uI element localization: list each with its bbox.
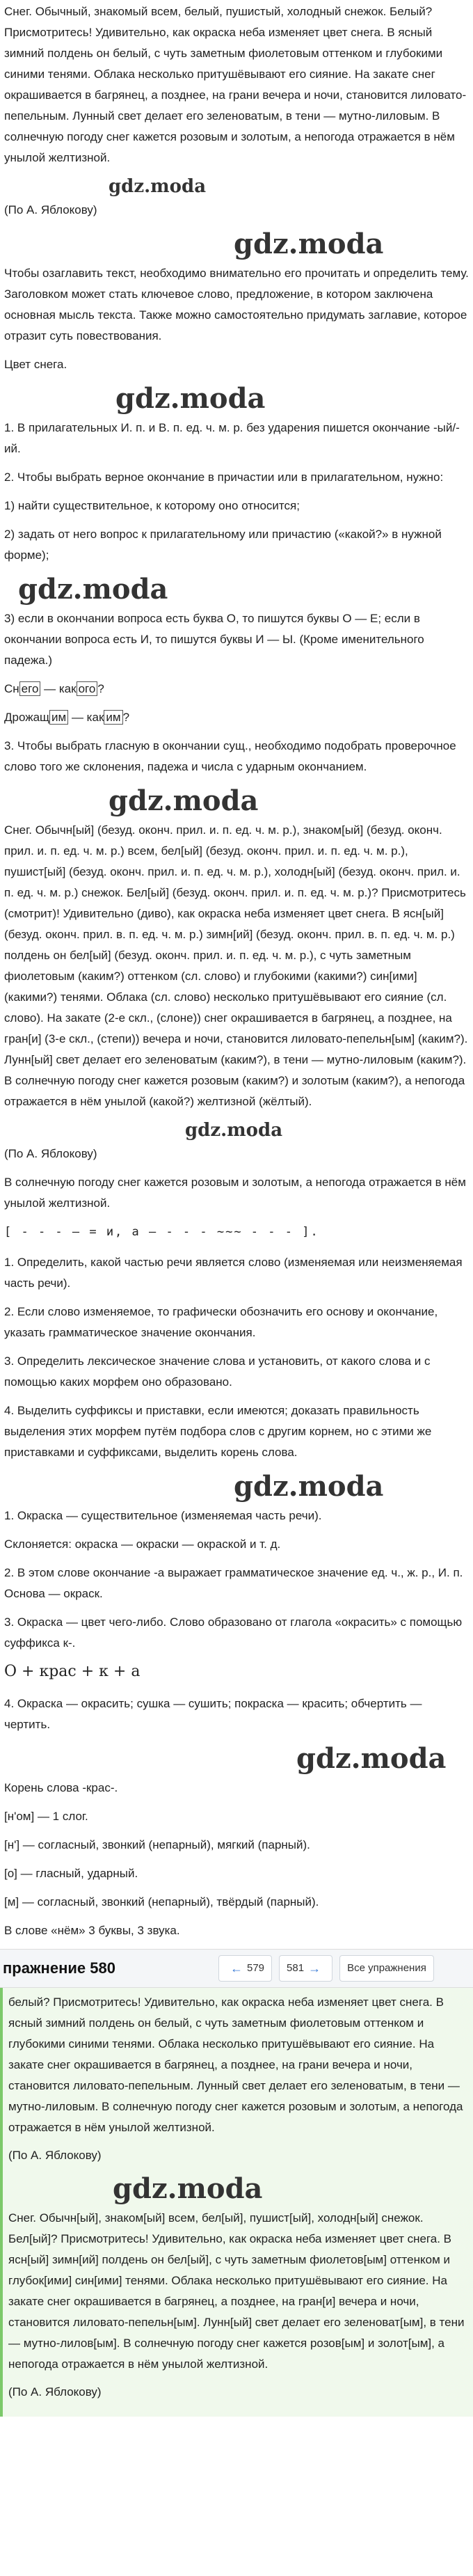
phonetic-summary: В слове «нём» 3 буквы, 3 звука. bbox=[4, 1924, 180, 1937]
all-exercises-button[interactable] bbox=[339, 1955, 434, 1982]
watermark: gdz.moda bbox=[296, 1742, 447, 1775]
prev-exercise-button[interactable] bbox=[218, 1955, 272, 1982]
example-2-mark: ? bbox=[122, 711, 130, 724]
phonetic-n: [н'] — согласный, звонкий (непарный), мягкий (парный). bbox=[4, 1838, 310, 1851]
title-answer: Цвет снега. bbox=[4, 358, 67, 371]
morph-answer-2: 2. В этом слове окончание -а выражает грамматическое значение ед. ч., ж. р., И. п. Основа — окраск. bbox=[4, 1566, 463, 1600]
morph-answer-3: 3. Окраска — цвет чего-либо. Слово образовано от глагола «окрасить» с помощью суффикса к-. bbox=[4, 1615, 463, 1650]
example-1-question: — как bbox=[40, 682, 77, 695]
rule-2-step-2: 2) задать от него вопрос к прилагательному или причастию («какой?» в нужной форме); bbox=[4, 528, 442, 562]
rule-2-step-3: 3) если в окончании вопроса есть буква О, то пишутся буквы О — Е; если в окончании вопроса есть И, то пишутся буквы И — Ы. (Кроме именительного падежа.) bbox=[4, 612, 424, 667]
all-exercises-label: Все упражнения bbox=[347, 1962, 426, 1974]
morph-answer-1: 1. Окраска — существительное (изменяемая часть речи). bbox=[4, 1509, 322, 1522]
watermark: gdz.moda bbox=[185, 1120, 283, 1141]
rule-1: 1. В прилагательных И. п. и В. п. ед. ч. м. р. без ударения пишется окончание -ый/-ий. bbox=[4, 421, 460, 455]
source-text: Снег. Обычный, знакомый всем, белый, пушистый, холодный снежок. Белый? Присмотритесь! Удивительно, как окраска неба изменяет цвет снега. В ясный зимний полдень он белый, с чуть заметным фиолетовым оттенком и глубокими синими тенями. Облака несколько притушёвывают его сияние. На закате снег окрашивается в багрянец, а позднее, на грани вечера и ночи, становится лиловато-пепельным. Лунный свет делает его зеленоватым, в тени — мутно-лиловым. В солнечную погоду снег кажется розовым и золотым, а непогода отражается в нём унылой желтизной. bbox=[4, 5, 467, 164]
annotated-author: (По А. Яблокову) bbox=[4, 1147, 97, 1160]
example-2-word: Дрожащ bbox=[4, 711, 50, 724]
watermark: gdz.moda bbox=[18, 573, 168, 606]
next-exercise-label: 581 bbox=[287, 1962, 305, 1974]
example-1 bbox=[4, 679, 469, 700]
answer-annotated-text: Снег. Обычн[ый], знаком[ый] всем, бел[ый], пушист[ый], холодн[ый] снежок. Бел[ый]? Присмотритесь! Удивительно, как окраска неба изменяет цвет снега. В ясн[ый] зимн[ий] полдень он бел[ый], с чуть заметным фиолетов[ым] оттенком и глубок[ими] син[ими] тенями. Облака несколько притушёвывают его сияние. На закате снег окрашивается в багрянец, а позднее, на гран[и] вечера и ночи, становится лиловато-пепельн[ым]. Лунн[ый] свет делает его зеленоват[ым], в тени — мутно-лилов[ым]. В солнечную погоду снег кажется розов[ым] и золот[ым], а непогода отражается в нём унылой желтизной. bbox=[8, 2211, 465, 2371]
morph-step-4: 4. Выделить суффиксы и приставки, если имеются; доказать правильность выделения этих морфем путём подбора слов с другим корнем, но с этими же приставками и суффиксами, выделить корень слова. bbox=[4, 1404, 432, 1459]
annotated-text: Снег. Обычн[ый] (безуд. оконч. прил. и. п. ед. ч. м. р.), знаком[ый] (безуд. оконч. прил. и. п. ед. ч. м. р.) всем, бел[ый] (безуд. оконч. прил. и. п. ед. ч. м. р.), пушист[ый] (безуд. оконч. прил. и. п. ед. ч. м. р.), холодн[ый] (безуд. оконч. прил. и. п. ед. ч. м. р.) снежок. Бел[ый] (безуд. оконч. прил. и. п. ед. ч. м. р.)? Присмотритесь (смотрит)! Удивительно (диво), как окраска неба изменяет цвет снега. В ясн[ый] (безуд. оконч. прил. в. п. ед. ч. м. р.) зимн[ий] (безуд. оконч. прил. в. п. ед. ч. м. р.) полдень он бел[ый] (безуд. оконч. прил. и. п. ед. ч. м. р.), с чуть заметным фиолетовым (каким?) оттенком (сл. слово) и глубокими (какими?) син[ими] (какими?) тенями. Облака (сл. слово) несколько притушёвывают его сияние (сл. слово). На закате (2-е скл., (слоне)) снег окрашивается в багрянец, а позднее, на гран[и] (3-е скл., (степи)) вечера и ночи, становится лиловато-пепельн[ым] (каким?). Лунн[ый] свет делает его зеленоватым (каким?), в тени — мутно-лиловым (каким?). В солнечную погоду снег кажется розовым (каким?) и золотым (каким?), а непогода отражается в нём унылой (какой?) желтизной (жёлтый). bbox=[4, 823, 468, 1108]
phonetic-m: [м] — согласный, звонкий (непарный), твёрдый (парный). bbox=[4, 1895, 319, 1909]
watermark: gdz.moda bbox=[113, 2172, 263, 2205]
arrow-right-icon: → bbox=[308, 1961, 321, 1975]
watermark: gdz.moda bbox=[234, 228, 384, 260]
example-1-question-ending: ого bbox=[77, 681, 98, 696]
exercise-nav-title: пражнение 580 bbox=[3, 1959, 115, 1977]
prev-exercise-label: 579 bbox=[247, 1962, 265, 1974]
rule-2-step-1: 1) найти существительное, к которому оно относится; bbox=[4, 499, 300, 512]
answer-author-2: (По А. Яблокову) bbox=[8, 2385, 102, 2399]
next-exercise-button[interactable] bbox=[279, 1955, 332, 1982]
morph-answer-declension: Склоняется: окраска — окраски — окраской и т. д. bbox=[4, 1538, 281, 1551]
morpheme-formula: О + крас + к + а bbox=[4, 1663, 141, 1680]
morph-step-1: 1. Определить, какой частью речи является слово (изменяемая или неизменяемая часть речи). bbox=[4, 1256, 463, 1290]
rule-3: 3. Чтобы выбрать гласную в окончании сущ., необходимо подобрать проверочное слово того же склонения, падежа и числа с ударным окончанием. bbox=[4, 739, 456, 773]
watermark: gdz.moda bbox=[234, 1470, 384, 1503]
example-2-question-ending: им bbox=[104, 710, 122, 725]
answer-block bbox=[0, 1988, 473, 2417]
example-2-question: — как bbox=[68, 711, 104, 724]
example-1-word: Сн bbox=[4, 682, 19, 695]
watermark: gdz.moda bbox=[109, 176, 207, 197]
morph-step-2: 2. Если слово изменяемое, то графически обозначить его основу и окончание, указать грамматическое значение окончания. bbox=[4, 1305, 438, 1339]
example-1-mark: ? bbox=[97, 682, 104, 695]
morph-answer-4: 4. Окраска — окрасить; сушка — сушить; покраска — красить; обчертить — чертить. bbox=[4, 1697, 422, 1731]
morph-step-3: 3. Определить лексическое значение слова и установить, от какого слова и с помощью каких морфем оно образовано. bbox=[4, 1354, 431, 1389]
title-explanation: Чтобы озаглавить текст, необходимо внимательно его прочитать и определить тему. Заголовком может стать ключевое слово, предложение, в котором заключена основная мысль текста. Также можно самостоятельно придумать заглавие, которое отразит суть повествования. bbox=[4, 267, 469, 342]
example-1-ending: его bbox=[19, 681, 41, 696]
answer-text: белый? Присмотритесь! Удивительно, как окраска неба изменяет цвет снега. В ясный зимний полдень он белый, с чуть заметным фиолетовым оттенком и глубокими синими тенями. Облака несколько притушёвывают его сияние. На закате снег окрашивается в багрянец, а позднее, на грани вечера и ночи, становится лиловато-пепельным. Лунный свет делает его зеленоватым, в тени — мутно-лиловым. В солнечную погоду снег кажется розовым и золотым, а непогода отражается в нём унылой желтизной. bbox=[8, 1996, 463, 2134]
phonetic-o: [о] — гласный, ударный. bbox=[4, 1867, 138, 1880]
sentence-scheme: [ - - - — = и, а — - - - ~~~ - - - ]. bbox=[4, 1225, 319, 1239]
source-author: (По А. Яблокову) bbox=[4, 203, 97, 216]
exercise-nav-bar bbox=[0, 1949, 473, 1988]
watermark: gdz.moda bbox=[109, 784, 259, 817]
answer-author: (По А. Яблокову) bbox=[8, 2149, 102, 2162]
example-2 bbox=[4, 707, 469, 728]
watermark: gdz.moda bbox=[115, 382, 266, 415]
rule-2: 2. Чтобы выбрать верное окончание в причастии или в прилагательном, нужно: bbox=[4, 471, 444, 484]
example-2-ending: им bbox=[49, 710, 68, 725]
phonetic-syllables: [н'ом] — 1 слог. bbox=[4, 1810, 88, 1823]
parse-sentence: В солнечную погоду снег кажется розовым и золотым, а непогода отражается в нём унылой желтизной. bbox=[4, 1176, 466, 1210]
root-note: Корень слова -крас-. bbox=[4, 1781, 118, 1794]
arrow-left-icon: ← bbox=[230, 1961, 243, 1975]
